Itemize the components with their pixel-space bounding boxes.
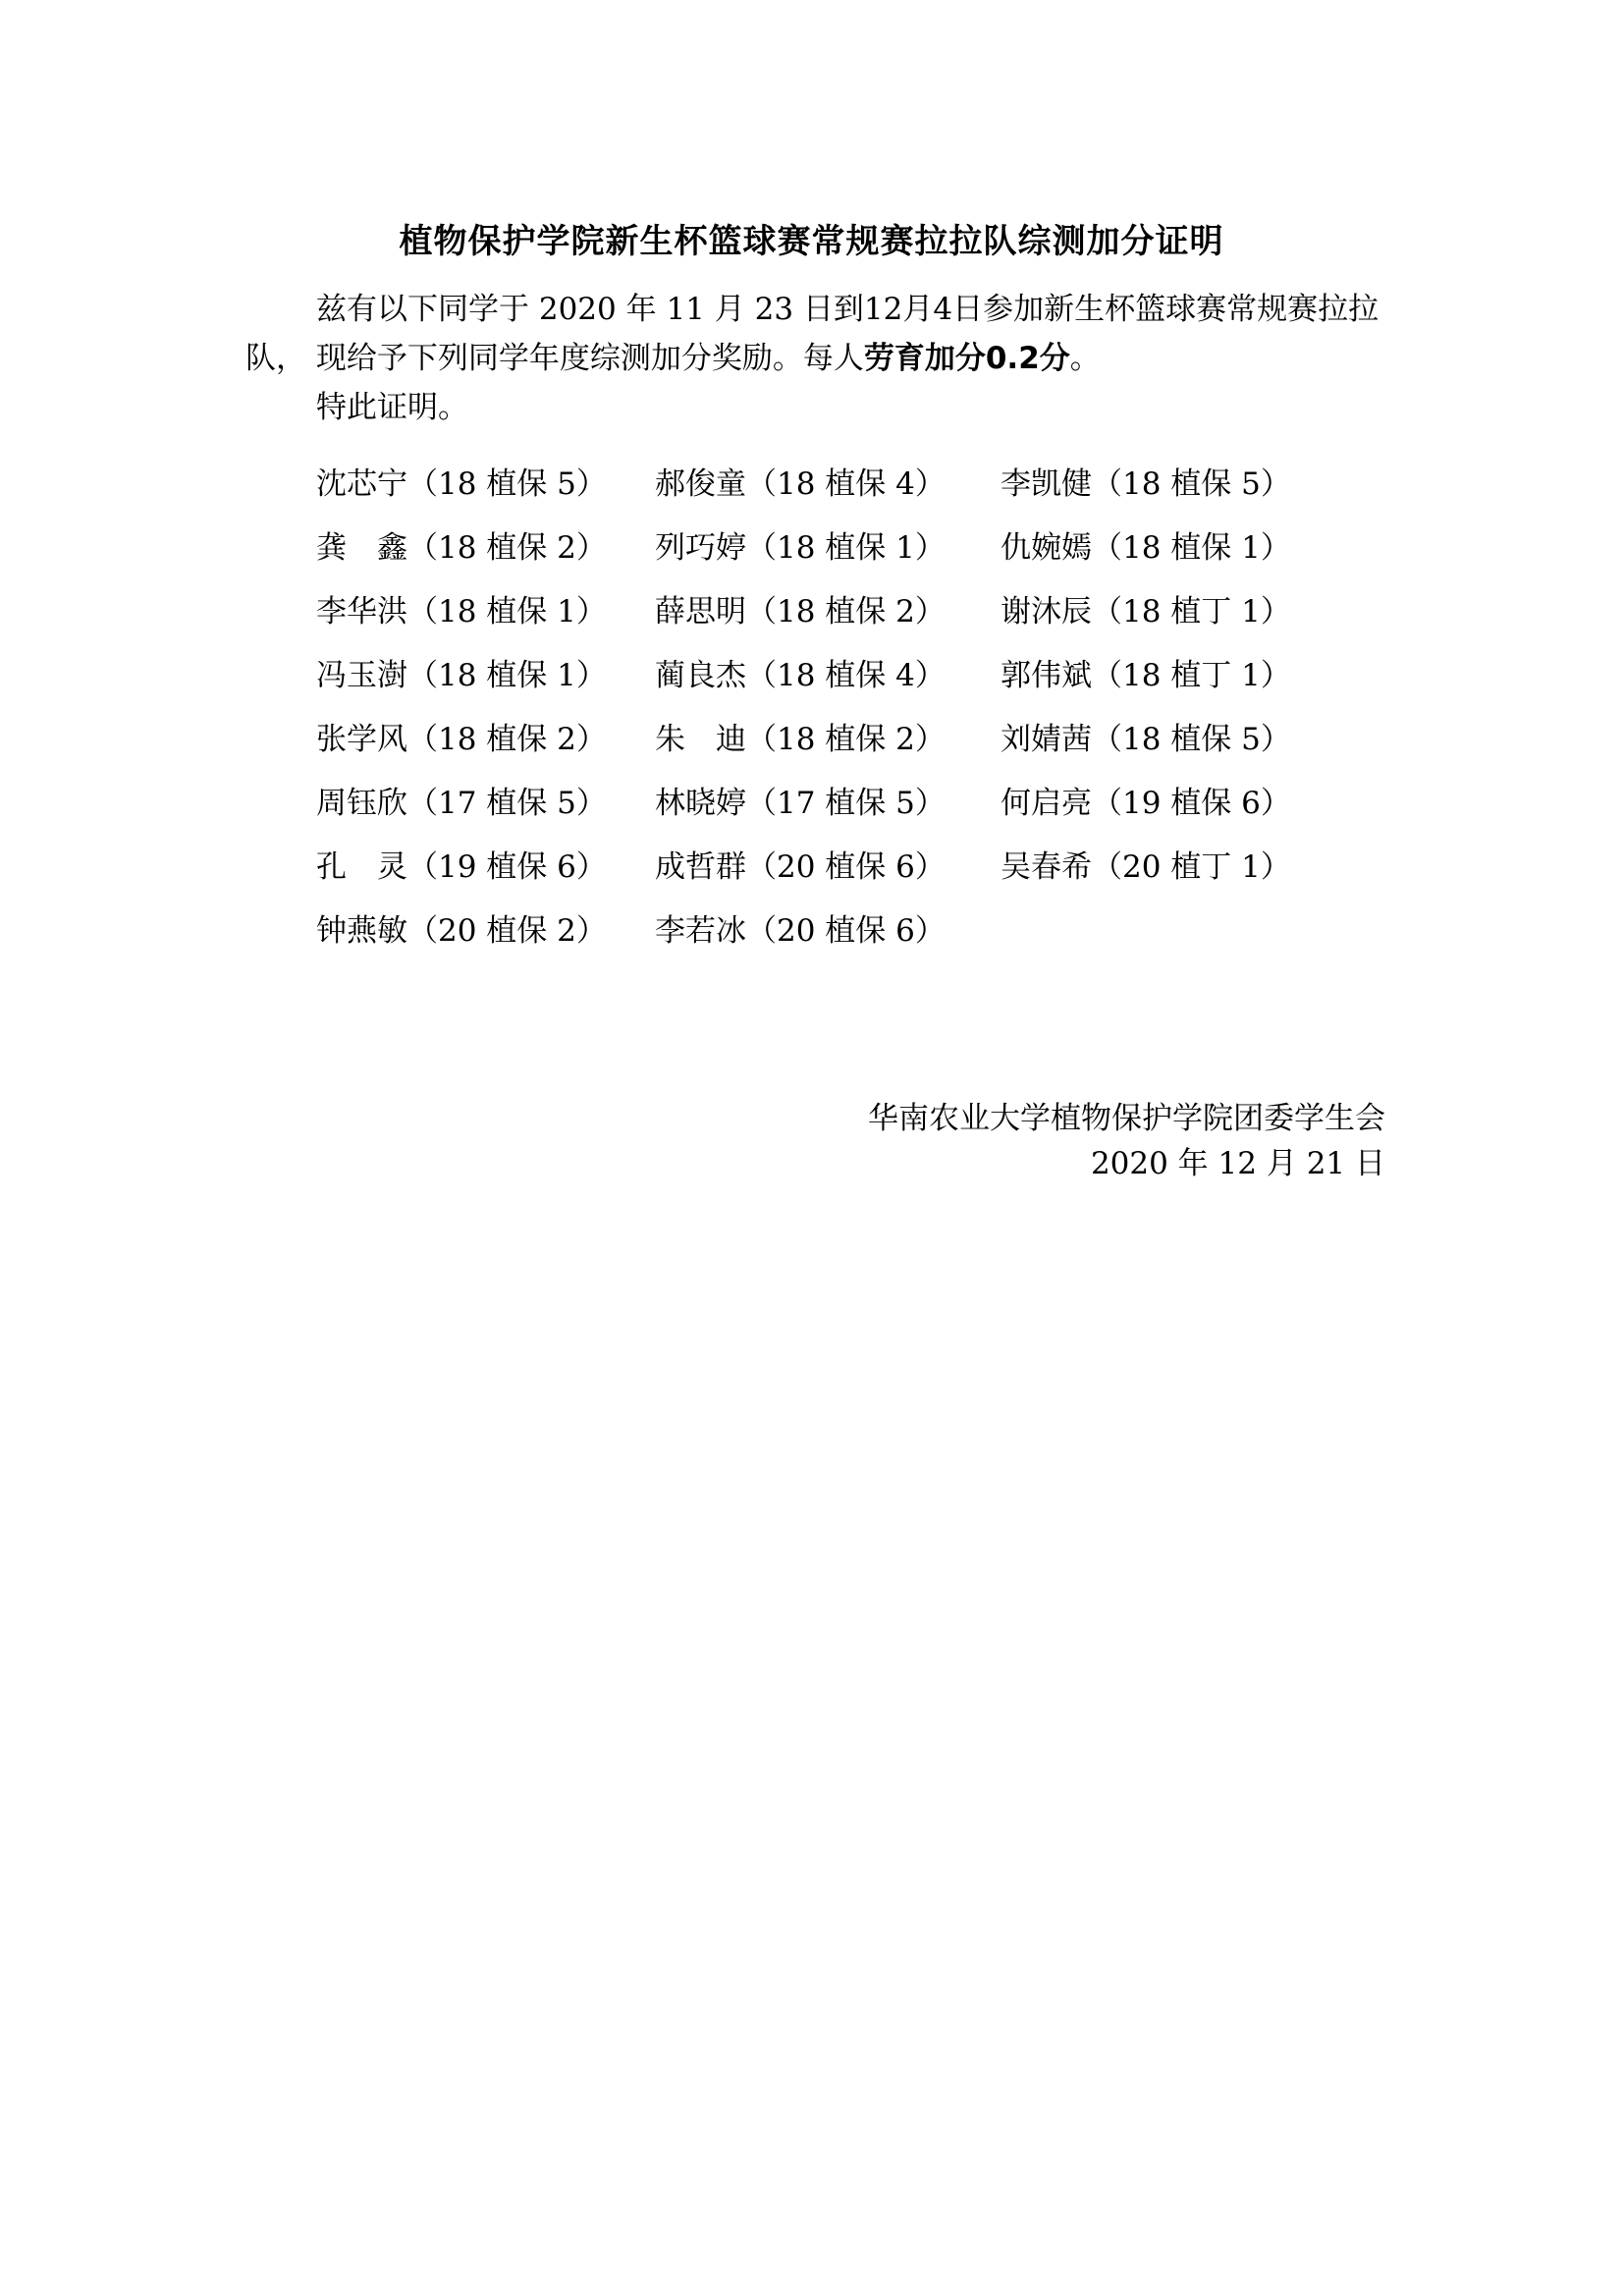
student-entry: 周钰欣（17 植保 5） xyxy=(316,786,607,821)
student-entry: 何启亮（19 植保 6） xyxy=(1001,786,1291,821)
award-value: 0.2 xyxy=(985,341,1040,376)
student-entry: 张学风（18 植保 2） xyxy=(316,722,607,757)
award-unit: 分 xyxy=(1039,341,1070,376)
student-entry: 李凯健（18 植保 5） xyxy=(1001,466,1291,502)
student-entry: 孔 灵（19 植保 6） xyxy=(316,849,607,885)
student-entry: 刘婧茜（18 植保 5） xyxy=(1001,722,1291,757)
intro-paragraph xyxy=(245,285,1384,383)
student-entry: 蔺良杰（18 植保 4） xyxy=(655,658,946,693)
student-entry: 吴春希（20 植丁 1） xyxy=(1001,849,1291,885)
student-entry: 郝俊童（18 植保 4） xyxy=(655,466,946,502)
student-entry: 钟燕敏（20 植保 2） xyxy=(316,913,607,949)
issue-date: 2020 年 12 月 21 日 xyxy=(1090,1146,1385,1181)
student-entry: 列巧婷（18 植保 1） xyxy=(655,530,946,566)
student-entry: 仇婉嫣（18 植保 1） xyxy=(1001,530,1291,566)
student-entry: 林晓婷（17 植保 5） xyxy=(655,786,946,821)
student-entry: 李若冰（20 植保 6） xyxy=(655,913,946,949)
student-entry: 成哲群（20 植保 6） xyxy=(655,849,946,885)
intro-end: 。 xyxy=(1069,341,1101,376)
award-type: 劳育加分 xyxy=(863,341,986,376)
student-entry: 郭伟斌（18 植丁 1） xyxy=(1001,658,1291,693)
student-entry: 朱 迪（18 植保 2） xyxy=(655,722,946,757)
student-entry: 谢沐辰（18 植丁 1） xyxy=(1001,594,1291,629)
document-title: 植物保护学院新生杯篮球赛常规赛拉拉队综测加分证明 xyxy=(399,222,1224,261)
student-entry: 沈芯宁（18 植保 5） xyxy=(316,466,607,502)
issuing-organization: 华南农业大学植物保护学院团委学生会 xyxy=(868,1101,1385,1136)
student-entry: 冯玉澍（18 植保 1） xyxy=(316,658,607,693)
certification-statement: 特此证明。 xyxy=(316,390,468,425)
student-name-list xyxy=(316,460,1298,956)
intro-text: 兹有以下同学于 2020 年 11 月 23 日到12月4日参加新生杯篮球赛常规赛拉拉队， 现给予下列同学年度综测加分奖励。每人 xyxy=(245,292,1380,376)
student-entry: 龚 鑫（18 植保 2） xyxy=(316,530,607,566)
student-entry: 李华洪（18 植保 1） xyxy=(316,594,607,629)
student-entry: 薛思明（18 植保 2） xyxy=(655,594,946,629)
